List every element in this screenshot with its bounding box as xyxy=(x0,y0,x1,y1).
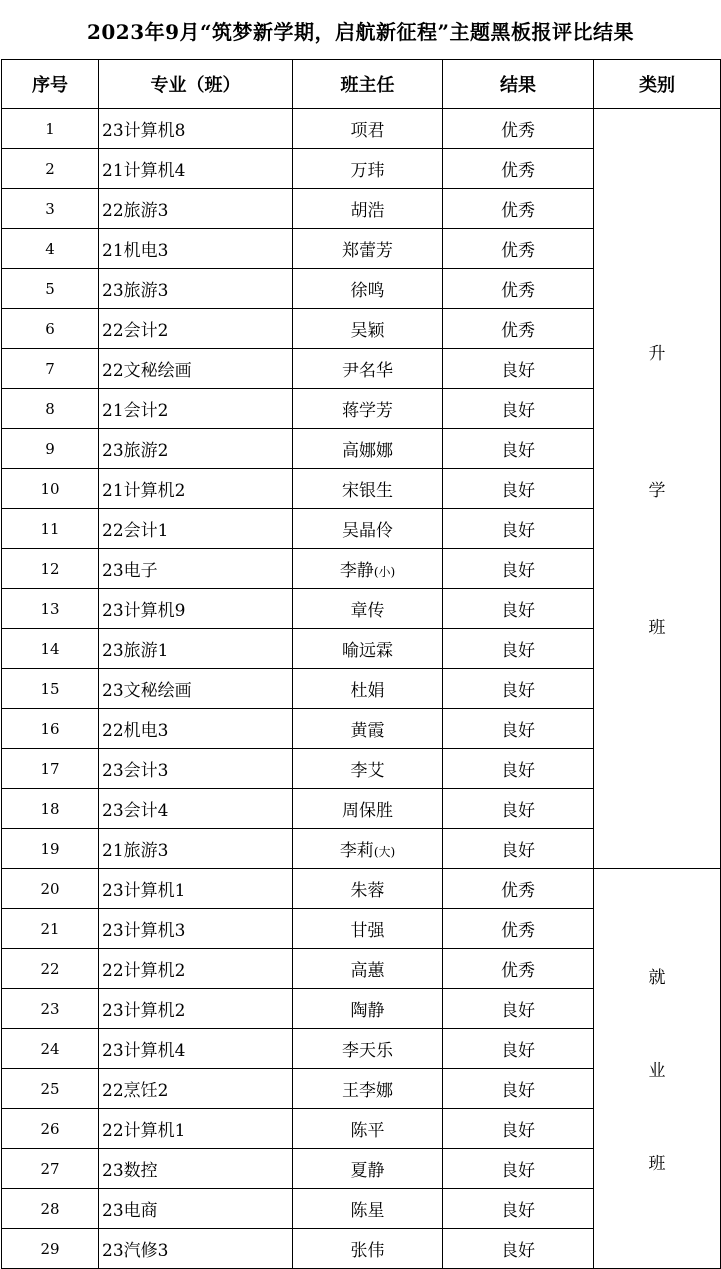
teacher-name xyxy=(293,269,443,309)
result-value: 良好 xyxy=(443,989,594,1029)
teacher-name-text: 喻远霖 xyxy=(342,641,393,661)
category-char: 班 xyxy=(648,1154,666,1174)
category-char: 升 xyxy=(648,344,666,364)
teacher-name xyxy=(293,909,443,949)
class-name: 22烹饪2 xyxy=(99,1069,293,1109)
teacher-name xyxy=(293,549,443,589)
teacher-name-text: 吴颖 xyxy=(350,321,385,341)
teacher-name-text: 朱蓉 xyxy=(350,881,385,901)
result-value: 良好 xyxy=(443,629,594,669)
class-name: 23旅游2 xyxy=(99,429,293,469)
row-number: 3 xyxy=(2,189,99,229)
class-name: 23电商 xyxy=(99,1189,293,1229)
teacher-note: (大) xyxy=(373,845,396,859)
teacher-name xyxy=(293,1069,443,1109)
teacher-name xyxy=(293,589,443,629)
teacher-name-text: 章传 xyxy=(350,601,385,621)
teacher-name-text: 王李娜 xyxy=(342,1081,393,1101)
class-name: 21计算机4 xyxy=(99,149,293,189)
teacher-name xyxy=(293,189,443,229)
class-name: 21会计2 xyxy=(99,389,293,429)
result-value: 良好 xyxy=(443,1029,594,1069)
row-number: 11 xyxy=(2,509,99,549)
teacher-name-text: 尹名华 xyxy=(342,361,393,381)
category-char: 业 xyxy=(648,1061,666,1081)
result-value: 良好 xyxy=(443,349,594,389)
teacher-name-text: 夏静 xyxy=(350,1161,385,1181)
row-number: 1 xyxy=(2,109,99,149)
class-name: 23计算机2 xyxy=(99,989,293,1029)
result-value: 良好 xyxy=(443,749,594,789)
result-value: 良好 xyxy=(443,669,594,709)
class-name: 22计算机1 xyxy=(99,1109,293,1149)
teacher-name-text: 陈星 xyxy=(350,1201,385,1221)
teacher-name xyxy=(293,989,443,1029)
teacher-name-text: 杜娟 xyxy=(350,681,385,701)
result-value: 优秀 xyxy=(443,269,594,309)
teacher-name xyxy=(293,829,443,869)
teacher-name-text: 高娜娜 xyxy=(342,441,393,461)
result-value: 优秀 xyxy=(443,949,594,989)
teacher-name-text: 陈平 xyxy=(350,1121,385,1141)
class-name: 21旅游3 xyxy=(99,829,293,869)
class-name: 22旅游3 xyxy=(99,189,293,229)
result-value: 良好 xyxy=(443,1109,594,1149)
class-name: 22机电3 xyxy=(99,709,293,749)
class-name: 23计算机4 xyxy=(99,1029,293,1069)
teacher-name xyxy=(293,389,443,429)
result-value: 优秀 xyxy=(443,909,594,949)
class-name: 23文秘绘画 xyxy=(99,669,293,709)
teacher-name-text: 胡浩 xyxy=(350,201,385,221)
class-name: 23旅游3 xyxy=(99,269,293,309)
row-number: 13 xyxy=(2,589,99,629)
teacher-name-text: 吴晶伶 xyxy=(342,521,393,541)
teacher-name-text: 李艾 xyxy=(350,761,385,781)
row-number: 10 xyxy=(2,469,99,509)
category-char: 就 xyxy=(648,968,666,988)
table-header-row xyxy=(2,60,721,109)
row-number: 20 xyxy=(2,869,99,909)
teacher-note: (小) xyxy=(373,565,396,579)
row-number: 19 xyxy=(2,829,99,869)
table-row xyxy=(2,869,721,909)
teacher-name-text: 高蕙 xyxy=(350,961,385,981)
row-number: 15 xyxy=(2,669,99,709)
row-number: 5 xyxy=(2,269,99,309)
class-name: 23电子 xyxy=(99,549,293,589)
table-row xyxy=(2,109,721,149)
result-value: 良好 xyxy=(443,1189,594,1229)
page-title: 2023年9月“筑梦新学期，启航新征程”主题黑板报评比结果 xyxy=(86,19,635,44)
result-value: 良好 xyxy=(443,389,594,429)
class-name: 23计算机1 xyxy=(99,869,293,909)
teacher-name xyxy=(293,869,443,909)
teacher-name xyxy=(293,789,443,829)
class-name: 22计算机2 xyxy=(99,949,293,989)
row-number: 7 xyxy=(2,349,99,389)
teacher-name-text: 徐鸣 xyxy=(350,281,385,301)
class-name: 23会计4 xyxy=(99,789,293,829)
header-teacher: 班主任 xyxy=(293,60,443,109)
category-char: 学 xyxy=(648,481,666,501)
result-value: 良好 xyxy=(443,1069,594,1109)
result-value: 良好 xyxy=(443,789,594,829)
class-name: 21计算机2 xyxy=(99,469,293,509)
row-number: 6 xyxy=(2,309,99,349)
teacher-name xyxy=(293,309,443,349)
teacher-name xyxy=(293,629,443,669)
header-category: 类别 xyxy=(594,60,721,109)
row-number: 12 xyxy=(2,549,99,589)
result-value: 良好 xyxy=(443,829,594,869)
class-name: 23计算机8 xyxy=(99,109,293,149)
result-value: 良好 xyxy=(443,549,594,589)
row-number: 26 xyxy=(2,1109,99,1149)
teacher-name-text: 项君 xyxy=(350,121,385,141)
teacher-name-text: 李静 xyxy=(339,561,374,581)
category-cell xyxy=(594,869,721,1269)
teacher-name xyxy=(293,1189,443,1229)
row-number: 27 xyxy=(2,1149,99,1189)
teacher-name xyxy=(293,149,443,189)
teacher-name-text: 蒋学芳 xyxy=(342,401,393,421)
teacher-name xyxy=(293,669,443,709)
class-name: 22文秘绘画 xyxy=(99,349,293,389)
result-value: 优秀 xyxy=(443,229,594,269)
result-value: 良好 xyxy=(443,429,594,469)
teacher-name-text: 黄霞 xyxy=(350,721,385,741)
teacher-name xyxy=(293,1029,443,1069)
class-name: 23会计3 xyxy=(99,749,293,789)
teacher-name xyxy=(293,949,443,989)
teacher-name xyxy=(293,429,443,469)
row-number: 16 xyxy=(2,709,99,749)
teacher-name-text: 周保胜 xyxy=(342,801,393,821)
table-body xyxy=(2,109,721,1269)
category-char: 班 xyxy=(648,618,666,638)
header-class: 专业（班） xyxy=(99,60,293,109)
row-number: 25 xyxy=(2,1069,99,1109)
row-number: 23 xyxy=(2,989,99,1029)
teacher-name-text: 宋银生 xyxy=(342,481,393,501)
result-value: 良好 xyxy=(443,509,594,549)
class-name: 23计算机9 xyxy=(99,589,293,629)
teacher-name-text: 万玮 xyxy=(350,161,385,181)
row-number: 14 xyxy=(2,629,99,669)
result-value: 优秀 xyxy=(443,109,594,149)
teacher-name-text: 李莉 xyxy=(339,841,374,861)
teacher-name xyxy=(293,509,443,549)
row-number: 22 xyxy=(2,949,99,989)
teacher-name xyxy=(293,1149,443,1189)
class-name: 23数控 xyxy=(99,1149,293,1189)
header-no: 序号 xyxy=(2,60,99,109)
teacher-name-text: 李天乐 xyxy=(342,1041,393,1061)
result-value: 良好 xyxy=(443,469,594,509)
result-value: 良好 xyxy=(443,589,594,629)
result-value: 优秀 xyxy=(443,189,594,229)
class-name: 23计算机3 xyxy=(99,909,293,949)
teacher-name-text: 张伟 xyxy=(350,1241,385,1261)
result-value: 良好 xyxy=(443,709,594,749)
row-number: 8 xyxy=(2,389,99,429)
class-name: 23旅游1 xyxy=(99,629,293,669)
row-number: 21 xyxy=(2,909,99,949)
teacher-name-text: 陶静 xyxy=(350,1001,385,1021)
class-name: 21机电3 xyxy=(99,229,293,269)
row-number: 29 xyxy=(2,1229,99,1269)
results-table xyxy=(1,59,721,1269)
teacher-name xyxy=(293,469,443,509)
result-value: 优秀 xyxy=(443,309,594,349)
result-value: 优秀 xyxy=(443,149,594,189)
row-number: 9 xyxy=(2,429,99,469)
result-value: 良好 xyxy=(443,1149,594,1189)
class-name: 23汽修3 xyxy=(99,1229,293,1269)
teacher-name xyxy=(293,349,443,389)
row-number: 18 xyxy=(2,789,99,829)
teacher-name xyxy=(293,229,443,269)
row-number: 4 xyxy=(2,229,99,269)
teacher-name xyxy=(293,109,443,149)
class-name: 22会计2 xyxy=(99,309,293,349)
result-value: 优秀 xyxy=(443,869,594,909)
teacher-name xyxy=(293,1229,443,1269)
header-result: 结果 xyxy=(443,60,594,109)
teacher-name-text: 甘强 xyxy=(350,921,385,941)
result-value: 良好 xyxy=(443,1229,594,1269)
teacher-name xyxy=(293,709,443,749)
row-number: 2 xyxy=(2,149,99,189)
row-number: 17 xyxy=(2,749,99,789)
teacher-name-text: 郑蕾芳 xyxy=(342,241,393,261)
class-name: 22会计1 xyxy=(99,509,293,549)
row-number: 28 xyxy=(2,1189,99,1229)
category-cell xyxy=(594,109,721,869)
row-number: 24 xyxy=(2,1029,99,1069)
teacher-name xyxy=(293,749,443,789)
teacher-name xyxy=(293,1109,443,1149)
